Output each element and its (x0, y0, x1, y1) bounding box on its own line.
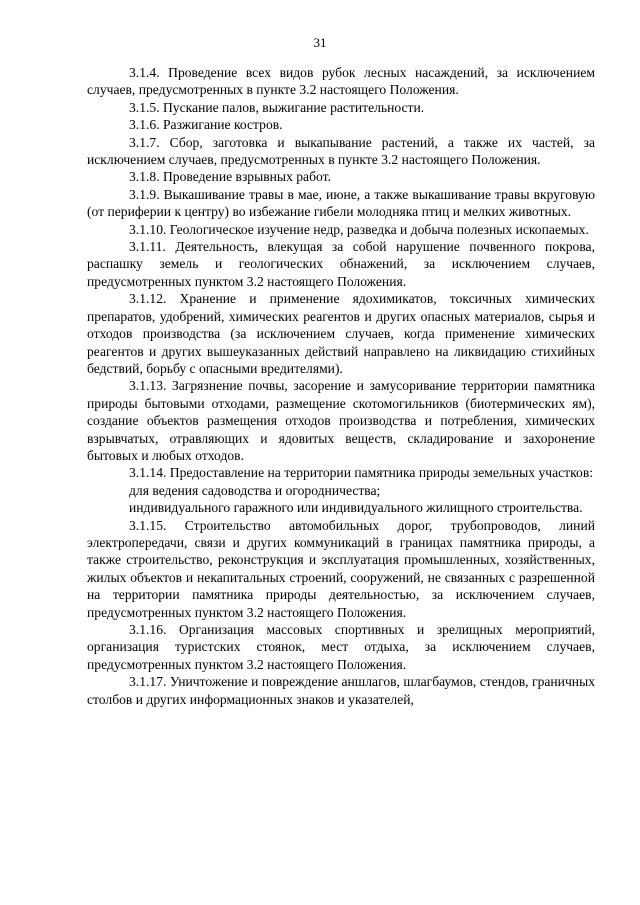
clause-3-1-10: 3.1.10. Геологическое изучение недр, разведка и добыча полезных ископаемых. (129, 221, 589, 237)
clause-3-1-14: 3.1.14. Предоставление на территории памятника природы земельных участков: (129, 465, 594, 481)
clause-3-1-4: 3.1.4. Проведение всех видов рубок лесных насаждений, за исключением случаев, предусмотренных в пункте 3.2 настоящего Положения. (87, 65, 595, 98)
clause-3-1-14-item-gardening: для ведения садоводства и огородничества; (129, 482, 381, 498)
clause-3-1-13: 3.1.13. Загрязнение почвы, засорение и замусоривание территории памятника природы бытовыми отходами, размещение скотомогильников (биотермических ям), создание объектов размещения отходов производства и потребления, химических взрывчатых, отравляющих и ядовитых веществ, складирование и захоронение бытовых и любых отходов. (87, 378, 595, 463)
clause-3-1-8: 3.1.8. Проведение взрывных работ. (129, 169, 331, 185)
clause-3-1-9: 3.1.9. Выкашивание травы в мае, июне, а также выкашивание травы вкруговую (от периферии к центру) во избежание гибели молодняка птиц и мелких животных. (87, 186, 595, 220)
clause-3-1-7: 3.1.7. Сбор, заготовка и выкапывание растений, а также их частей, за исключением случаев, предусмотренных в пункте 3.2 настоящего Положения. (87, 134, 595, 168)
clause-3-1-12: 3.1.12. Хранение и применение ядохимикатов, токсичных химических препаратов, удобрений, химических реагентов и других опасных материалов, сырья и отходов производства (за исключением случаев, когда применение химических реагентов и других вышеуказанных действий направлено на ликвидацию стихийных бедствий, борьбу с опасными вредителями). (87, 291, 595, 376)
clause-3-1-5: 3.1.5. Пускание палов, выжигание растительности. (129, 99, 425, 115)
clause-3-1-6: 3.1.6. Разжигание костров. (129, 117, 283, 133)
clause-3-1-11: 3.1.11. Деятельность, влекущая за собой нарушение почвенного покрова, распашку земель и геологических обнажений, за исключением случаев, предусмотренных пунктом 3.2 настоящего Положения. (87, 239, 595, 289)
page-number: 31 (313, 35, 327, 50)
clause-3-1-16: 3.1.16. Организация массовых спортивных и зрелищных мероприятий, организация туристских стоянок, мест отдыха, за исключением случаев, предусмотренных пунктом 3.2 настоящего Положения. (87, 622, 595, 672)
clause-3-1-15: 3.1.15. Строительство автомобильных дорог, трубопроводов, линий электропередачи, связи и других коммуникаций в границах памятника природы, а также строительство, реконструкция и эксплуатация промышленных, хозяйственных, жилых объектов и некапитальных строений, сооружений, не связанных с разрешенной на территории памятника природы деятельностью, за исключением случаев, предусмотренных пунктом 3.2 настоящего Положения. (87, 517, 595, 620)
document-body (87, 64, 595, 708)
clause-3-1-14-item-construction: индивидуального гаражного или индивидуального жилищного строительства. (129, 500, 583, 516)
clause-3-1-17: 3.1.17. Уничтожение и повреждение аншлагов, шлагбаумов, стендов, граничных столбов и других информационных знаков и указателей, (87, 674, 595, 707)
